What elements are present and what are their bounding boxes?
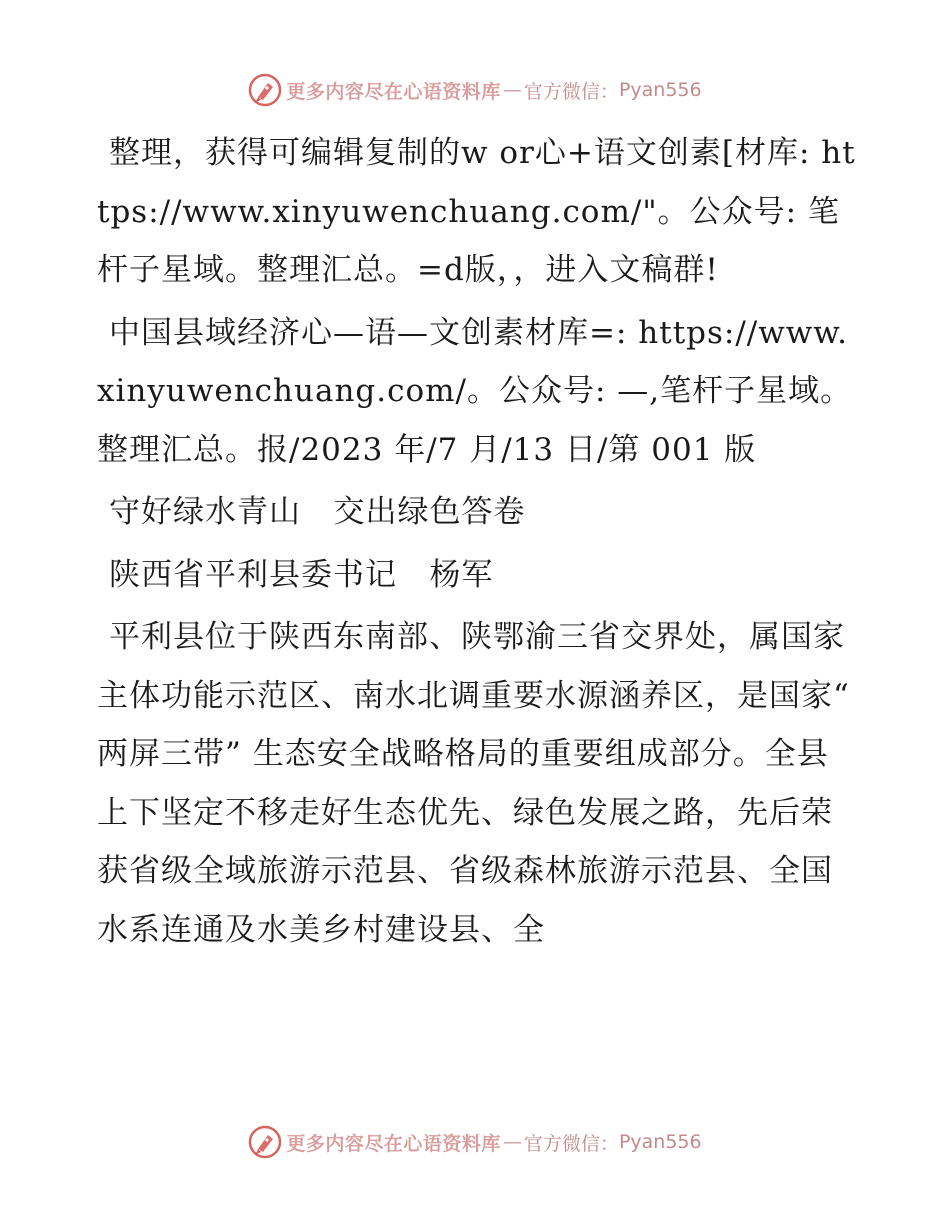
paragraph-publication-info: 中国县域经济心—语—文创素材库=: https://www.xinyuwenchuang.com/。公众号: —,笔杆子星域。整理汇总。报/2023 年/7 月/13 日/第 001 版 [97,314,853,468]
document-body [97,124,857,963]
watermark-separator: — [502,1131,522,1153]
header-watermark [0,70,950,110]
paragraph-body: 平利县位于陕西东南部、陕鄂渝三省交界处，属国家主体功能示范区、南水北调重要水源涵养区，是国家“ 两屏三带” 生态安全战略格局的重要组成部分。全县上下坚定不移走好生态优先、绿色发展之路，先后荣获省级全域旅游示范县、省级森林旅游示范县、全国水系连通及水美乡村建设县、全 [97,619,850,948]
watermark-handle: Pyan556 [618,79,702,101]
pen-nib-logo-icon [248,73,282,107]
paragraph-source-note: 整理，获得可编辑复制的w or心+语文创素[材库: https://www.xinyuwenchuang.com/"。公众号: 笔杆子星域。整理汇总。=d版，，进入文稿群! [97,135,856,288]
article-title: 守好绿水青山 交出绿色答卷 [109,494,526,530]
footer-watermark [0,1122,950,1162]
article-author: 陕西省平利县委书记 杨军 [109,556,494,593]
watermark-brand: 更多内容尽在心语资料库 [286,80,501,103]
watermark-brand: 更多内容尽在心语资料库 [286,1132,501,1155]
watermark-separator: — [502,79,522,101]
pen-nib-logo-icon [248,1125,282,1159]
watermark-handle: Pyan556 [618,1131,702,1153]
watermark-label: 官方微信： [523,1132,619,1155]
watermark-label: 官方微信： [523,80,619,103]
